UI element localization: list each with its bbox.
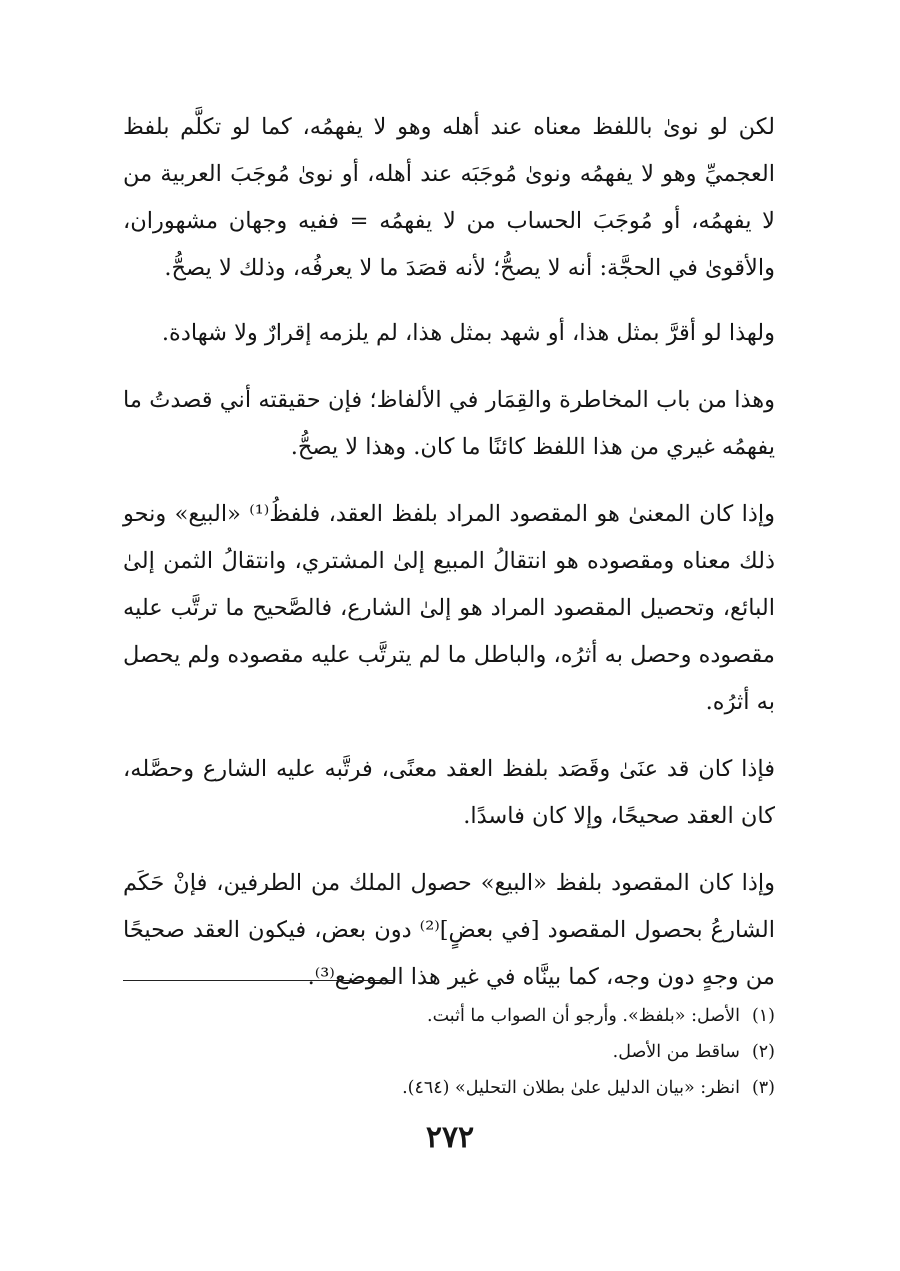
footnote-number: (١)	[751, 1006, 775, 1026]
footnote-3	[123, 1070, 775, 1106]
paragraph-6: وإذا كان المقصود بلفظ «البيع» حصول الملك من الطرفين، فإنْ حَكَم الشارعُ بحصول المقصود [في بعضٍ]⁽²⁾ دون بعض، فيكون العقد صحيحًا من وجهٍ دون وجه، كما بينَّاه في غير هذا الموضع⁽³⁾.	[123, 870, 775, 990]
footnote-text: ساقط من الأصل.	[612, 1042, 740, 1062]
paragraph-5: فإذا كان قد عنَىٰ وقَصَد بلفظ العقد معنًى، فرتَّبه عليه الشارع وحصَّله، كان العقد صحيحًا، وإلا كان فاسدًا.	[123, 756, 775, 829]
footnote-text: الأصل: «بلفظ». وأرجو أن الصواب ما أثبت.	[427, 1006, 740, 1026]
paragraph-1: لكن لو نوىٰ باللفظ معناه عند أهله وهو لا يفهمُه، كما لو تكلَّم بلفظ العجميِّ وهو لا يفهمُه ونوىٰ مُوجَبَه عند أهله، أو نوىٰ مُوجَبَ العربية من لا يفهمُه، أو مُوجَبَ الحساب من لا يفهمُه = ففيه وجهان مشهوران، والأقوىٰ في الحجَّة: أنه لا يصحُّ؛ لأنه قصَدَ ما لا يعرفُه، وذلك لا يصحُّ.	[123, 114, 775, 281]
footnote-number: (٢)	[751, 1042, 775, 1062]
main-text	[123, 104, 775, 1001]
footnote-2	[123, 1034, 775, 1070]
footnote-1	[123, 998, 775, 1034]
footnote-number: (٣)	[751, 1078, 775, 1098]
paragraph-4: وإذا كان المعنىٰ هو المقصود المراد بلفظ العقد، فلفظُ⁽¹⁾ «البيع» ونحو ذلك معناه ومقصوده هو انتقالُ المبيع إلىٰ المشتري، وانتقالُ الثمن إلىٰ البائع، وتحصيل المقصود المراد هو إلىٰ الشارع، فالصَّحيح ما ترتَّب عليه مقصوده وحصل به أثرُه، والباطل ما لم يترتَّب عليه مقصوده ولم يحصل به أثرُه.	[123, 501, 775, 715]
page-number: ٢٧٢	[425, 1120, 475, 1155]
page-body	[123, 104, 775, 1021]
footnote-divider	[123, 980, 395, 981]
footnotes	[123, 998, 775, 1106]
paragraph-2: ولهذا لو أقرَّ بمثل هذا، أو شهد بمثل هذا، لم يلزمه إقرارٌ ولا شهادة.	[161, 320, 775, 346]
paragraph-3: وهذا من باب المخاطرة والقِمَار في الألفاظ؛ فإن حقيقته أني قصدتُ ما يفهمُه غيري من هذا اللفظ كائنًا ما كان. وهذا لا يصحُّ.	[123, 387, 775, 460]
footnote-text: انظر: «بيان الدليل علىٰ بطلان التحليل» (٤٦٤).	[402, 1078, 740, 1098]
